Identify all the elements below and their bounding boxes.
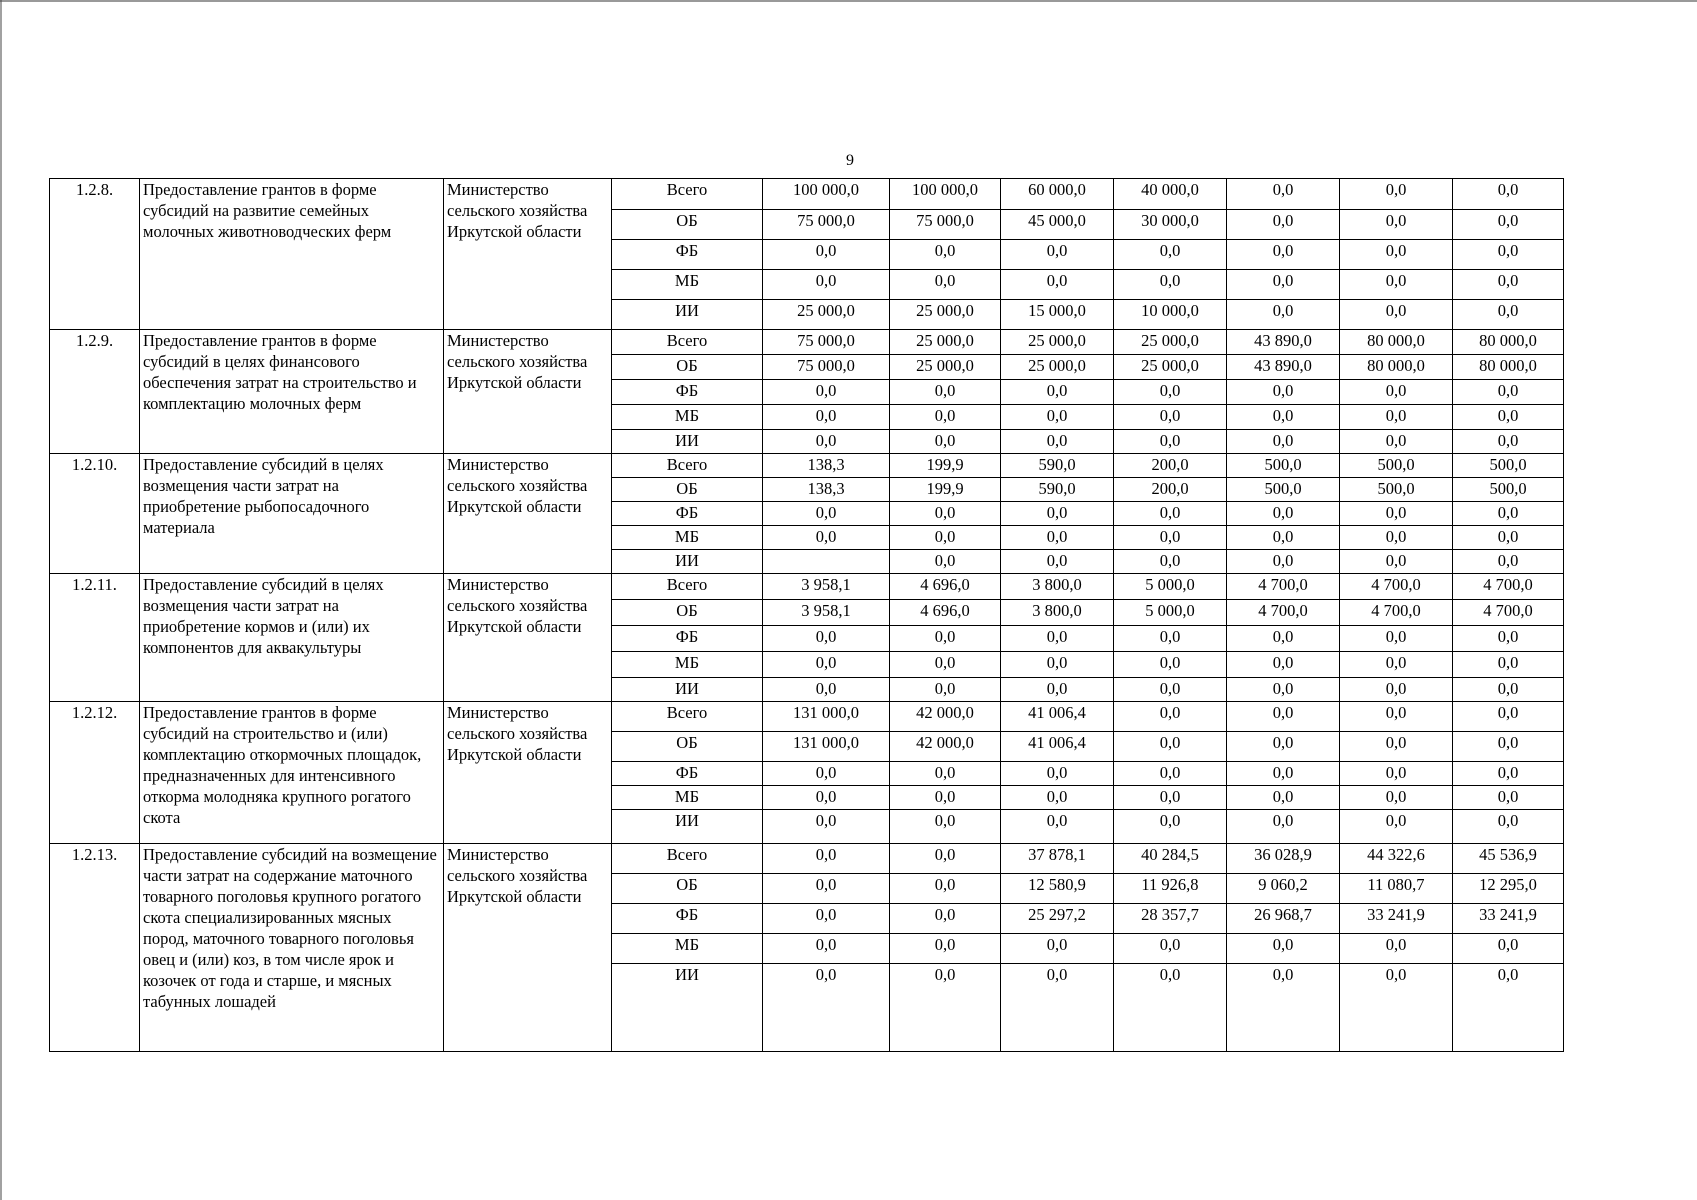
amount-cell: 25 000,0 — [890, 330, 1001, 355]
funding-source: МБ — [612, 652, 763, 678]
item-description: Предоставление субсидий в целях возмещения части затрат на приобретение рыбопосадочного материала — [140, 454, 444, 574]
amount-cell: 500,0 — [1340, 454, 1453, 478]
amount-cell: 0,0 — [1114, 964, 1227, 1052]
funding-source: ИИ — [612, 964, 763, 1052]
amount-cell: 0,0 — [1453, 786, 1564, 810]
funding-source: МБ — [612, 270, 763, 300]
amount-cell: 42 000,0 — [890, 702, 1001, 732]
amount-cell: 0,0 — [1340, 652, 1453, 678]
amount-cell: 4 700,0 — [1227, 600, 1340, 626]
amount-cell: 0,0 — [1001, 550, 1114, 574]
item-number: 1.2.8. — [50, 179, 140, 330]
amount-cell: 590,0 — [1001, 478, 1114, 502]
table-row — [50, 179, 1564, 210]
amount-cell: 0,0 — [890, 550, 1001, 574]
amount-cell: 0,0 — [890, 526, 1001, 550]
budget-table — [49, 178, 1564, 1052]
item-number: 1.2.13. — [50, 844, 140, 1052]
amount-cell: 0,0 — [1227, 786, 1340, 810]
amount-cell: 11 926,8 — [1114, 874, 1227, 904]
amount-cell: 75 000,0 — [763, 330, 890, 355]
amount-cell: 0,0 — [1114, 732, 1227, 762]
funding-source: ИИ — [612, 678, 763, 702]
funding-source: Всего — [612, 702, 763, 732]
amount-cell: 0,0 — [1453, 550, 1564, 574]
table-row — [50, 454, 1564, 478]
amount-cell: 0,0 — [1453, 300, 1564, 330]
amount-cell: 60 000,0 — [1001, 179, 1114, 210]
amount-cell: 0,0 — [763, 626, 890, 652]
amount-cell: 0,0 — [890, 240, 1001, 270]
amount-cell: 5 000,0 — [1114, 574, 1227, 600]
funding-source: ИИ — [612, 810, 763, 844]
amount-cell: 12 295,0 — [1453, 874, 1564, 904]
amount-cell: 0,0 — [1001, 626, 1114, 652]
amount-cell: 200,0 — [1114, 478, 1227, 502]
item-number: 1.2.10. — [50, 454, 140, 574]
amount-cell: 138,3 — [763, 454, 890, 478]
amount-cell: 4 700,0 — [1453, 574, 1564, 600]
amount-cell: 0,0 — [1453, 270, 1564, 300]
funding-source: Всего — [612, 330, 763, 355]
funding-source: ОБ — [612, 874, 763, 904]
amount-cell: 0,0 — [1114, 934, 1227, 964]
amount-cell: 45 536,9 — [1453, 844, 1564, 874]
amount-cell: 0,0 — [763, 786, 890, 810]
funding-source: ОБ — [612, 600, 763, 626]
amount-cell: 25 000,0 — [1114, 330, 1227, 355]
scan-left-edge — [0, 0, 2, 1200]
amount-cell: 0,0 — [1340, 270, 1453, 300]
amount-cell: 3 958,1 — [763, 600, 890, 626]
amount-cell: 25 000,0 — [890, 300, 1001, 330]
item-description: Предоставление субсидий в целях возмещения части затрат на приобретение кормов и (или) их компонентов для аквакультуры — [140, 574, 444, 702]
amount-cell: 0,0 — [763, 844, 890, 874]
amount-cell: 3 800,0 — [1001, 574, 1114, 600]
amount-cell: 4 696,0 — [890, 600, 1001, 626]
item-description: Предоставление грантов в форме субсидий на строительство и (или) комплектацию откормочных площадок, предназначенных для интенсивного откорма молодняка крупного рогатого скота — [140, 702, 444, 844]
amount-cell: 0,0 — [1340, 405, 1453, 430]
amount-cell: 0,0 — [1340, 240, 1453, 270]
amount-cell: 3 958,1 — [763, 574, 890, 600]
funding-source: ФБ — [612, 380, 763, 405]
amount-cell: 0,0 — [1453, 502, 1564, 526]
amount-cell: 0,0 — [1340, 526, 1453, 550]
amount-cell: 0,0 — [1001, 526, 1114, 550]
amount-cell: 0,0 — [1001, 405, 1114, 430]
amount-cell: 199,9 — [890, 478, 1001, 502]
amount-cell: 25 000,0 — [1001, 330, 1114, 355]
amount-cell: 12 580,9 — [1001, 874, 1114, 904]
amount-cell: 0,0 — [1227, 652, 1340, 678]
item-executor: Министерство сельского хозяйства Иркутской области — [444, 179, 612, 330]
funding-source: МБ — [612, 405, 763, 430]
amount-cell: 500,0 — [1227, 454, 1340, 478]
amount-cell: 0,0 — [1340, 626, 1453, 652]
amount-cell: 0,0 — [1227, 626, 1340, 652]
amount-cell: 0,0 — [1114, 810, 1227, 844]
amount-cell: 0,0 — [1340, 762, 1453, 786]
amount-cell: 4 700,0 — [1340, 574, 1453, 600]
funding-source: МБ — [612, 786, 763, 810]
amount-cell: 15 000,0 — [1001, 300, 1114, 330]
amount-cell: 500,0 — [1453, 478, 1564, 502]
funding-source: ФБ — [612, 626, 763, 652]
funding-source: ОБ — [612, 478, 763, 502]
table-row — [50, 702, 1564, 732]
amount-cell: 0,0 — [890, 652, 1001, 678]
amount-cell: 37 878,1 — [1001, 844, 1114, 874]
table-row — [50, 844, 1564, 874]
amount-cell: 0,0 — [1340, 678, 1453, 702]
page-number: 9 — [846, 152, 854, 169]
amount-cell: 0,0 — [890, 678, 1001, 702]
amount-cell: 0,0 — [1001, 786, 1114, 810]
amount-cell: 0,0 — [1227, 964, 1340, 1052]
amount-cell: 0,0 — [1453, 179, 1564, 210]
amount-cell: 0,0 — [1001, 810, 1114, 844]
amount-cell: 43 890,0 — [1227, 355, 1340, 380]
item-description: Предоставление грантов в форме субсидий в целях финансового обеспечения затрат на строительство и комплектацию молочных ферм — [140, 330, 444, 454]
amount-cell: 0,0 — [1227, 550, 1340, 574]
amount-cell: 25 000,0 — [1001, 355, 1114, 380]
funding-source: ФБ — [612, 502, 763, 526]
amount-cell: 0,0 — [1227, 430, 1340, 454]
amount-cell: 0,0 — [1001, 270, 1114, 300]
amount-cell: 0,0 — [1114, 502, 1227, 526]
amount-cell: 0,0 — [1453, 380, 1564, 405]
amount-cell: 26 968,7 — [1227, 904, 1340, 934]
amount-cell: 100 000,0 — [763, 179, 890, 210]
amount-cell: 0,0 — [1340, 964, 1453, 1052]
funding-source: ОБ — [612, 732, 763, 762]
amount-cell: 0,0 — [1340, 702, 1453, 732]
amount-cell: 0,0 — [1114, 405, 1227, 430]
amount-cell: 0,0 — [1001, 430, 1114, 454]
amount-cell: 0,0 — [1227, 934, 1340, 964]
amount-cell: 0,0 — [1114, 678, 1227, 702]
amount-cell: 0,0 — [890, 934, 1001, 964]
amount-cell: 0,0 — [1453, 240, 1564, 270]
amount-cell: 0,0 — [1114, 240, 1227, 270]
amount-cell: 0,0 — [1227, 380, 1340, 405]
amount-cell: 0,0 — [1001, 380, 1114, 405]
amount-cell: 100 000,0 — [890, 179, 1001, 210]
amount-cell: 131 000,0 — [763, 732, 890, 762]
budget-table-body — [50, 179, 1564, 1052]
item-number: 1.2.12. — [50, 702, 140, 844]
amount-cell: 0,0 — [1453, 626, 1564, 652]
amount-cell: 80 000,0 — [1453, 355, 1564, 380]
amount-cell: 0,0 — [763, 652, 890, 678]
amount-cell: 0,0 — [1114, 430, 1227, 454]
amount-cell: 0,0 — [1227, 210, 1340, 240]
amount-cell: 0,0 — [890, 844, 1001, 874]
item-number: 1.2.9. — [50, 330, 140, 454]
amount-cell: 0,0 — [1227, 270, 1340, 300]
funding-source: ОБ — [612, 355, 763, 380]
amount-cell: 36 028,9 — [1227, 844, 1340, 874]
amount-cell: 0,0 — [1001, 502, 1114, 526]
amount-cell: 30 000,0 — [1114, 210, 1227, 240]
amount-cell: 0,0 — [1227, 702, 1340, 732]
amount-cell: 0,0 — [1114, 550, 1227, 574]
amount-cell: 200,0 — [1114, 454, 1227, 478]
item-executor: Министерство сельского хозяйства Иркутской области — [444, 844, 612, 1052]
table-row — [50, 574, 1564, 600]
amount-cell: 25 000,0 — [763, 300, 890, 330]
amount-cell: 0,0 — [1340, 502, 1453, 526]
amount-cell: 9 060,2 — [1227, 874, 1340, 904]
amount-cell: 0,0 — [1114, 526, 1227, 550]
funding-source: ИИ — [612, 300, 763, 330]
amount-cell: 80 000,0 — [1453, 330, 1564, 355]
amount-cell: 0,0 — [1340, 210, 1453, 240]
amount-cell: 0,0 — [1340, 732, 1453, 762]
amount-cell: 0,0 — [1453, 678, 1564, 702]
amount-cell: 0,0 — [1340, 810, 1453, 844]
funding-source: ОБ — [612, 210, 763, 240]
funding-source: МБ — [612, 526, 763, 550]
amount-cell: 0,0 — [1453, 405, 1564, 430]
amount-cell: 0,0 — [1340, 300, 1453, 330]
amount-cell: 0,0 — [763, 430, 890, 454]
amount-cell: 0,0 — [890, 626, 1001, 652]
amount-cell: 0,0 — [1453, 762, 1564, 786]
amount-cell: 75 000,0 — [890, 210, 1001, 240]
amount-cell: 0,0 — [890, 502, 1001, 526]
amount-cell: 25 297,2 — [1001, 904, 1114, 934]
amount-cell: 0,0 — [1340, 380, 1453, 405]
amount-cell: 0,0 — [1001, 964, 1114, 1052]
item-description: Предоставление грантов в форме субсидий на развитие семейных молочных животноводческих ферм — [140, 179, 444, 330]
amount-cell: 25 000,0 — [890, 355, 1001, 380]
amount-cell: 41 006,4 — [1001, 702, 1114, 732]
amount-cell: 0,0 — [1114, 652, 1227, 678]
amount-cell: 131 000,0 — [763, 702, 890, 732]
amount-cell: 0,0 — [1114, 786, 1227, 810]
amount-cell: 45 000,0 — [1001, 210, 1114, 240]
amount-cell: 0,0 — [1227, 502, 1340, 526]
amount-cell: 0,0 — [890, 786, 1001, 810]
amount-cell: 0,0 — [763, 502, 890, 526]
amount-cell: 0,0 — [763, 380, 890, 405]
amount-cell: 0,0 — [763, 810, 890, 844]
amount-cell: 0,0 — [763, 964, 890, 1052]
funding-source: ФБ — [612, 904, 763, 934]
amount-cell: 0,0 — [1227, 810, 1340, 844]
amount-cell: 75 000,0 — [763, 355, 890, 380]
amount-cell: 75 000,0 — [763, 210, 890, 240]
amount-cell: 0,0 — [1453, 702, 1564, 732]
amount-cell: 4 696,0 — [890, 574, 1001, 600]
amount-cell: 0,0 — [1453, 526, 1564, 550]
amount-cell: 41 006,4 — [1001, 732, 1114, 762]
amount-cell: 199,9 — [890, 454, 1001, 478]
item-description: Предоставление субсидий на возмещение части затрат на содержание маточного товарного поголовья крупного рогатого скота специализированных мясных пород, маточного товарного поголовья овец и (или) коз, в том числе ярок и козочек от года и старше, и мясных табунных лошадей — [140, 844, 444, 1052]
amount-cell: 0,0 — [890, 380, 1001, 405]
amount-cell: 0,0 — [890, 405, 1001, 430]
amount-cell: 500,0 — [1227, 478, 1340, 502]
amount-cell: 0,0 — [1340, 786, 1453, 810]
amount-cell: 0,0 — [1001, 652, 1114, 678]
amount-cell: 0,0 — [1453, 810, 1564, 844]
amount-cell: 0,0 — [890, 810, 1001, 844]
amount-cell: 0,0 — [1453, 964, 1564, 1052]
scan-top-edge — [0, 0, 1697, 2]
amount-cell: 0,0 — [1001, 678, 1114, 702]
item-number: 1.2.11. — [50, 574, 140, 702]
amount-cell: 0,0 — [1340, 179, 1453, 210]
amount-cell: 0,0 — [890, 874, 1001, 904]
amount-cell: 11 080,7 — [1340, 874, 1453, 904]
amount-cell: 590,0 — [1001, 454, 1114, 478]
amount-cell: 0,0 — [1227, 405, 1340, 430]
funding-source: Всего — [612, 179, 763, 210]
amount-cell: 0,0 — [1227, 300, 1340, 330]
funding-source: ИИ — [612, 550, 763, 574]
funding-source: ФБ — [612, 762, 763, 786]
item-executor: Министерство сельского хозяйства Иркутской области — [444, 330, 612, 454]
amount-cell: 0,0 — [1114, 380, 1227, 405]
funding-source: МБ — [612, 934, 763, 964]
amount-cell: 0,0 — [1227, 240, 1340, 270]
amount-cell: 44 322,6 — [1340, 844, 1453, 874]
amount-cell: 5 000,0 — [1114, 600, 1227, 626]
amount-cell: 0,0 — [763, 240, 890, 270]
amount-cell: 4 700,0 — [1340, 600, 1453, 626]
amount-cell: 4 700,0 — [1453, 600, 1564, 626]
amount-cell: 40 000,0 — [1114, 179, 1227, 210]
amount-cell: 80 000,0 — [1340, 355, 1453, 380]
amount-cell: 0,0 — [1453, 430, 1564, 454]
amount-cell: 0,0 — [1453, 732, 1564, 762]
amount-cell: 3 800,0 — [1001, 600, 1114, 626]
item-executor: Министерство сельского хозяйства Иркутской области — [444, 702, 612, 844]
funding-source: Всего — [612, 574, 763, 600]
amount-cell: 0,0 — [1340, 550, 1453, 574]
amount-cell: 0,0 — [1227, 762, 1340, 786]
amount-cell: 0,0 — [763, 270, 890, 300]
funding-source: ФБ — [612, 240, 763, 270]
table-row — [50, 330, 1564, 355]
amount-cell: 0,0 — [1001, 240, 1114, 270]
amount-cell: 0,0 — [763, 762, 890, 786]
amount-cell — [763, 550, 890, 574]
amount-cell: 0,0 — [890, 430, 1001, 454]
amount-cell: 42 000,0 — [890, 732, 1001, 762]
amount-cell: 0,0 — [890, 964, 1001, 1052]
amount-cell: 10 000,0 — [1114, 300, 1227, 330]
amount-cell: 0,0 — [1001, 762, 1114, 786]
amount-cell: 0,0 — [763, 904, 890, 934]
amount-cell: 0,0 — [1227, 526, 1340, 550]
amount-cell: 0,0 — [1114, 762, 1227, 786]
amount-cell: 33 241,9 — [1340, 904, 1453, 934]
amount-cell: 0,0 — [1227, 678, 1340, 702]
amount-cell: 0,0 — [763, 526, 890, 550]
amount-cell: 25 000,0 — [1114, 355, 1227, 380]
amount-cell: 0,0 — [1114, 270, 1227, 300]
amount-cell: 0,0 — [763, 934, 890, 964]
amount-cell: 138,3 — [763, 478, 890, 502]
amount-cell: 0,0 — [1340, 430, 1453, 454]
amount-cell: 500,0 — [1340, 478, 1453, 502]
funding-source: Всего — [612, 454, 763, 478]
amount-cell: 0,0 — [1114, 626, 1227, 652]
amount-cell: 0,0 — [763, 405, 890, 430]
amount-cell: 0,0 — [1340, 934, 1453, 964]
amount-cell: 0,0 — [1227, 732, 1340, 762]
amount-cell: 0,0 — [1114, 702, 1227, 732]
amount-cell: 0,0 — [1453, 934, 1564, 964]
amount-cell: 0,0 — [1453, 652, 1564, 678]
amount-cell: 43 890,0 — [1227, 330, 1340, 355]
item-executor: Министерство сельского хозяйства Иркутской области — [444, 574, 612, 702]
amount-cell: 0,0 — [1453, 210, 1564, 240]
amount-cell: 0,0 — [763, 678, 890, 702]
amount-cell: 500,0 — [1453, 454, 1564, 478]
amount-cell: 0,0 — [1001, 934, 1114, 964]
amount-cell: 0,0 — [890, 762, 1001, 786]
amount-cell: 40 284,5 — [1114, 844, 1227, 874]
funding-source: Всего — [612, 844, 763, 874]
item-executor: Министерство сельского хозяйства Иркутской области — [444, 454, 612, 574]
funding-source: ИИ — [612, 430, 763, 454]
amount-cell: 4 700,0 — [1227, 574, 1340, 600]
amount-cell: 28 357,7 — [1114, 904, 1227, 934]
amount-cell: 80 000,0 — [1340, 330, 1453, 355]
amount-cell: 33 241,9 — [1453, 904, 1564, 934]
amount-cell: 0,0 — [763, 874, 890, 904]
amount-cell: 0,0 — [890, 270, 1001, 300]
amount-cell: 0,0 — [1227, 179, 1340, 210]
amount-cell: 0,0 — [890, 904, 1001, 934]
